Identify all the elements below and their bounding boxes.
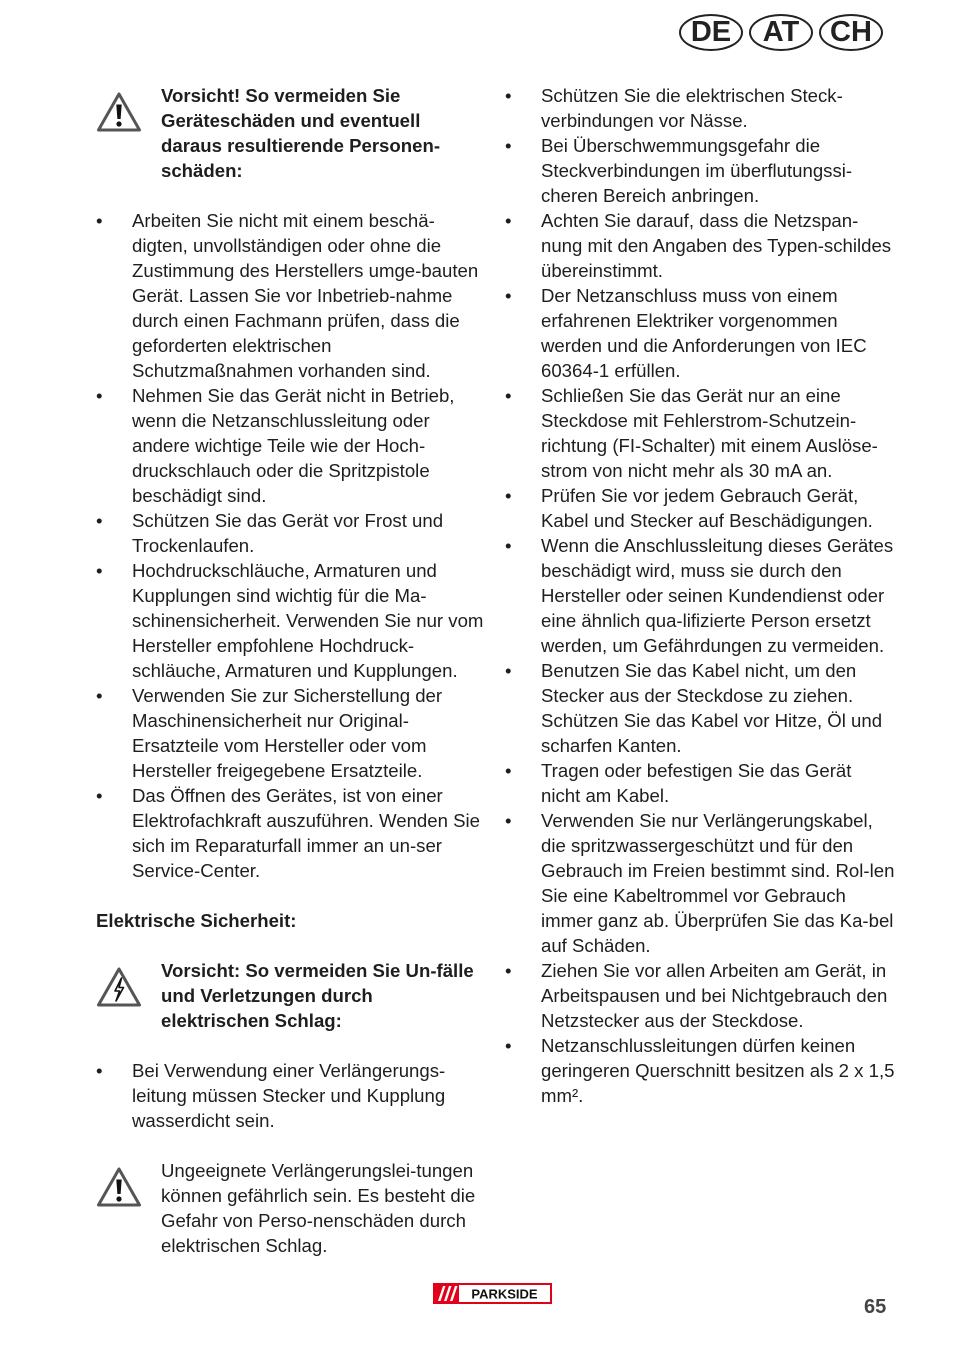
list-item: • Tragen oder befestigen Sie das Gerät nicht am Kabel.: [505, 758, 895, 808]
list-item: • Achten Sie darauf, dass die Netzspan-nung mit den Angaben des Typen-schildes übereinstimmt.: [505, 208, 895, 283]
list-item: • Schützen Sie die elektrischen Steck-verbindungen vor Nässe.: [505, 83, 895, 133]
page-number: 65: [864, 1296, 887, 1318]
list-item: • Netzanschlussleitungen dürfen keinen geringeren Querschnitt besitzen als 2 x 1,5 mm².: [505, 1033, 895, 1108]
list-item: • Prüfen Sie vor jedem Gebrauch Gerät, Kabel und Stecker auf Beschädigungen.: [505, 483, 895, 533]
list-item: • Verwenden Sie nur Verlängerungskabel, die spritzwassergeschützt und für den Gebrauch im Freien bestimmt sind. Rol-len Sie eine Kabeltrommel vor Gebrauch immer ganz ab. Überprüfen Sie das Ka-bel auf Schäden.: [505, 808, 895, 958]
right-column: [505, 83, 895, 1108]
safety-list-general: [96, 208, 484, 883]
list-item: • Bei Verwendung einer Verlängerungs-leitung müssen Stecker und Kupplung wasserdicht sein.: [96, 1058, 484, 1133]
electric-hazard-icon: [96, 958, 161, 1013]
country-badge-de: DE: [679, 14, 743, 51]
warning-block-electric-shock: [96, 958, 484, 1033]
list-item: • Wenn die Anschlussleitung dieses Gerätes beschädigt wird, muss sie durch den Hersteller oder seinen Kundendienst oder eine ähnlich qua-lifizierte Person ersetzt werden, um Gefährdungen zu vermeiden.: [505, 533, 895, 658]
country-badge-ch: CH: [819, 14, 883, 51]
list-item: • Nehmen Sie das Gerät nicht in Betrieb, wenn die Netzanschlussleitung oder andere wichtige Teile wie der Hoch-druckschlauch oder die Spritzpistole beschädigt sind.: [96, 383, 484, 508]
list-item: • Ziehen Sie vor allen Arbeiten am Gerät, in Arbeitspausen und bei Nichtgebrauch den Netzstecker aus der Steckdose.: [505, 958, 895, 1033]
country-badges: [679, 14, 883, 51]
parkside-logo: [433, 1283, 552, 1304]
warning-text-extension-cables: Ungeeignete Verlängerungslei-tungen können gefährlich sein. Es besteht die Gefahr von Perso-nenschäden durch elektrischen Schlag.: [161, 1160, 476, 1256]
warning-text-electric-shock: Vorsicht: So vermeiden Sie Un-fälle und Verletzungen durch elektrischen Schlag:: [161, 960, 474, 1031]
list-item: • Schließen Sie das Gerät nur an eine Steckdose mit Fehlerstrom-Schutzein-richtung (FI-Schalter) mit einem Auslöse-strom von nicht mehr als 30 mA an.: [505, 383, 895, 483]
warning-block-extension-cables: [96, 1158, 484, 1258]
logo-text: PARKSIDE: [471, 1286, 538, 1302]
list-item: • Der Netzanschluss muss von einem erfahrenen Elektriker vorgenommen werden und die Anforderungen von IEC 60364-1 erfüllen.: [505, 283, 895, 383]
warning-triangle-icon: [96, 83, 161, 138]
list-item: • Das Öffnen des Gerätes, ist von einer Elektrofachkraft auszuführen. Wenden Sie sich im Reparaturfall immer an un-ser Service-Center.: [96, 783, 484, 883]
country-badge-at: AT: [749, 14, 813, 51]
safety-list-electrical: [505, 83, 895, 1108]
warning-text-damage: Vorsicht! So vermeiden Sie Geräteschäden und eventuell daraus resultierende Personen-schäden:: [161, 85, 441, 181]
section-heading-electrical-safety: Elektrische Sicherheit:: [96, 910, 297, 931]
list-item: • Verwenden Sie zur Sicherstellung der Maschinensicherheit nur Original-Ersatzteile vom Hersteller oder vom Hersteller freigegebene Ersatzteile.: [96, 683, 484, 783]
list-item: • Bei Überschwemmungsgefahr die Steckverbindungen im überflutungssi-cheren Bereich anbringen.: [505, 133, 895, 208]
warning-block-damage: [96, 83, 484, 183]
list-item: • Arbeiten Sie nicht mit einem beschä-digten, unvollständigen oder ohne die Zustimmung des Herstellers umge-bauten Gerät. Lassen Sie vor Inbetrieb-nahme durch einen Fachmann prüfen, dass die geforderten elektrischen Schutzmaßnahmen vorhanden sind.: [96, 208, 484, 383]
list-item: • Schützen Sie das Gerät vor Frost und Trockenlaufen.: [96, 508, 484, 558]
safety-list-extension: [96, 1058, 484, 1133]
list-item: • Benutzen Sie das Kabel nicht, um den Stecker aus der Steckdose zu ziehen. Schützen Sie das Kabel vor Hitze, Öl und scharfen Kanten.: [505, 658, 895, 758]
list-item: • Hochdruckschläuche, Armaturen und Kupplungen sind wichtig für die Ma-schinensicherheit. Verwenden Sie nur vom Hersteller empfohlene Hochdruck-schläuche, Armaturen und Kupplungen.: [96, 558, 484, 683]
left-column: [96, 83, 484, 1258]
warning-triangle-icon: [96, 1158, 161, 1213]
